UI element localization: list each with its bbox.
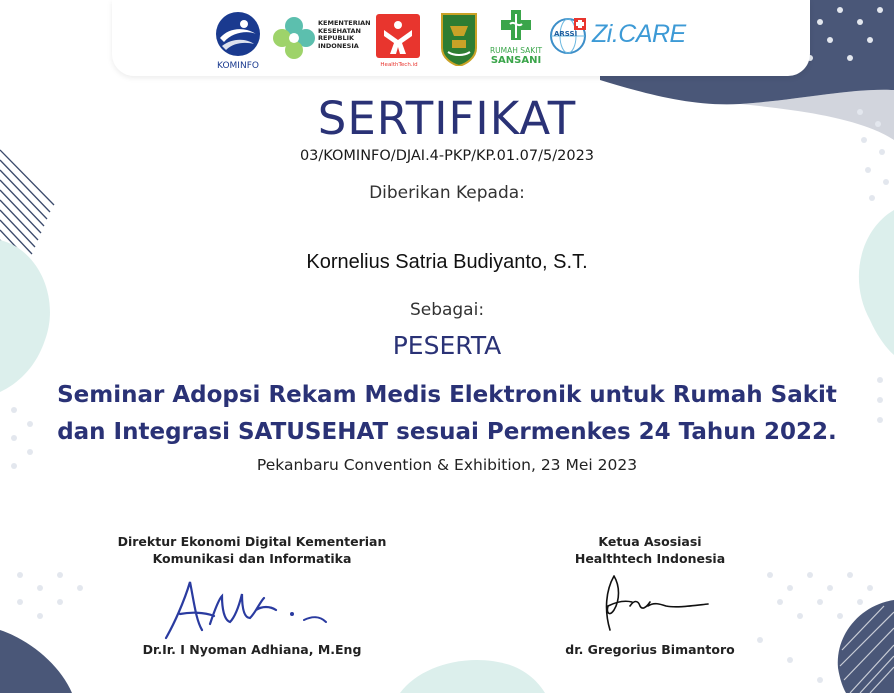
riau-emblem-logo: [440, 12, 478, 68]
kemenkes-label-4: INDONESIA: [318, 41, 359, 50]
event-line-2: dan Integrasi SATUSEHAT sesuai Permenkes 24 Tahun 2022.: [57, 419, 837, 445]
signatory-2-title: [500, 533, 800, 567]
signatory-1-title-line-1: Direktur Ekonomi Digital Kementerian: [117, 534, 387, 549]
signature-2-image: [590, 570, 730, 642]
shield-emblem-icon: [440, 12, 478, 66]
signatory-2-title-line-1: Ketua Asosiasi: [598, 534, 702, 549]
signatory-2-name: dr. Gregorius Bimantoro: [565, 642, 735, 657]
rs-sansani-logo: [486, 8, 546, 70]
certificate-number: 03/KOMINFO/DJAI.4-PKP/KP.01.07/5/2023: [299, 148, 595, 164]
kominfo-emblem-icon: [210, 10, 266, 58]
arssi-label: ARSSI: [554, 30, 578, 38]
kemenkes-label-1: KEMENTERIAN: [318, 19, 371, 27]
healthtech-logo: [376, 14, 422, 68]
recipient-name: Kornelius Satria Budiyanto, S.T.: [306, 251, 588, 273]
signatory-2-title-line-2: Healthtech Indonesia: [574, 551, 726, 566]
medical-cross-icon: [498, 8, 534, 42]
zicare-logo: [592, 20, 692, 54]
event-title: [0, 377, 894, 451]
healthtech-label: HealthTech.id: [380, 62, 418, 68]
rs-label-2: SANSANI: [490, 55, 542, 66]
kemenkes-label-2: KESEHATAN: [318, 26, 361, 35]
rs-label-1: RUMAH SAKIT: [489, 46, 543, 55]
arssi-logo: [548, 16, 588, 56]
kominfo-label: KOMINFO: [217, 61, 259, 71]
kemenkes-emblem-icon: [272, 14, 316, 60]
zicare-label: Zi.CARE: [592, 20, 686, 48]
as-label: Sebagai:: [409, 300, 485, 320]
kemenkes-logo: [272, 14, 372, 66]
signature-1-image: [160, 572, 340, 644]
given-to-label: Diberikan Kepada:: [369, 183, 525, 203]
signatory-1-title: [102, 533, 402, 567]
kemenkes-label-3: REPUBLIK: [318, 34, 355, 42]
kominfo-logo: [210, 10, 266, 70]
certificate-title: SERTIFIKAT: [317, 92, 577, 145]
signatory-1-title-line-2: Komunikasi dan Informatika: [152, 551, 352, 566]
healthtech-emblem-icon: [376, 14, 420, 58]
place-date: Pekanbaru Convention & Exhibition, 23 Mei 2023: [256, 456, 638, 474]
role-label: PESERTA: [392, 331, 502, 360]
signatory-1-name: Dr.Ir. I Nyoman Adhiana, M.Eng: [142, 642, 362, 657]
event-line-1: Seminar Adopsi Rekam Medis Elektronik untuk Rumah Sakit: [57, 382, 837, 408]
